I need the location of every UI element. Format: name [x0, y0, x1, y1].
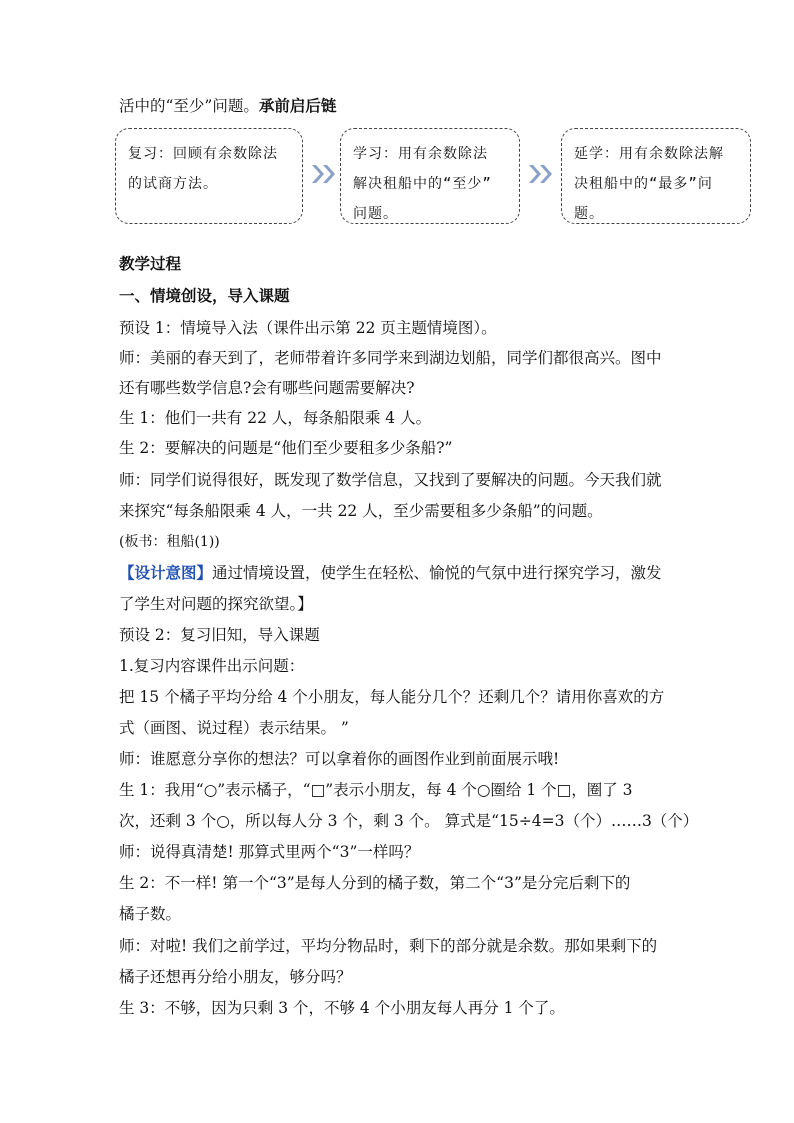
double-chevron-icon [310, 163, 340, 185]
body-line: 师：同学们说得很好，既发现了数学信息，又找到了要解决的问题。今天我们就 [119, 471, 662, 489]
body-line: 师：说得真清楚! 那算式里两个“3”一样吗？ [119, 843, 420, 861]
double-chevron-icon [527, 163, 557, 185]
chain-text: 解决租船中的“至少” [353, 176, 492, 192]
intro-line [119, 96, 336, 116]
chain-box-extend [561, 128, 751, 224]
section-title: 教学过程 [119, 254, 182, 273]
design-label: 【设计意图】 [119, 563, 213, 582]
body-line: 橘子数。 [119, 905, 182, 923]
chain-text: 题。 [574, 206, 604, 222]
body-line: 生 3：不够，因为只剩 3 个，不够 4 个小朋友每人再分 1 个了。 [119, 999, 565, 1017]
chain-text: 复习：回顾有余数除法 [128, 146, 278, 162]
chain-box-review [115, 128, 303, 224]
body-line: 式（画图、说过程）表示结果。 ” [119, 719, 349, 737]
body-line: 师：谁愿意分享你的想法？可以拿着你的画图作业到前面展示哦! [119, 750, 560, 768]
chain-text: 学习：用有余数除法 [353, 146, 488, 162]
chain-text: 延学：用有余数除法解 [574, 146, 724, 162]
intro-text: 活中的“至少”问题。 [119, 97, 259, 115]
body-line: (板书：租船(1)) [119, 534, 220, 550]
body-line: 生 2：要解决的问题是“他们至少要租多少条船?” [119, 439, 453, 457]
body-line: 1.复习内容课件出示问题： [119, 657, 305, 675]
body-line: 师：对啦! 我们之前学过，平均分物品时，剩下的部分就是余数。那如果剩下的 [119, 937, 658, 955]
body-line: 还有哪些数学信息?会有哪些问题需要解决? [119, 379, 415, 397]
chain-text: 问题。 [353, 206, 398, 222]
design-text: 通过情境设置，使学生在轻松、愉悦的气氛中进行探究学习，激发 [212, 564, 662, 582]
body-line: 预设 1：情境导入法（课件出示第 22 页主题情境图）。 [119, 319, 497, 337]
body-line: 生 1：我用“○”表示橘子，“□”表示小朋友，每 4 个○圈给 1 个□，圈了 3 [119, 781, 633, 799]
body-line: 生 1：他们一共有 22 人，每条船限乘 4 人。 [119, 409, 432, 427]
chain-box-learn [340, 128, 520, 224]
body-line: 来探究“每条船限乘 4 人，一共 22 人，至少需要租多少条船”的问题。 [119, 502, 603, 520]
body-line: 预设 2：复习旧知，导入课题 [119, 626, 320, 644]
intro-bold: 承前启后链 [258, 96, 337, 115]
design-text: 了学生对问题的探究欲望。】 [119, 595, 313, 613]
body-line: 师：美丽的春天到了，老师带着许多同学来到湖边划船，同学们都很高兴。图中 [119, 349, 662, 367]
design-intent-cont [119, 594, 313, 614]
chain-text: 决租船中的“最多”问 [574, 176, 713, 192]
body-line: 橘子还想再分给小朋友，够分吗？ [119, 968, 352, 986]
body-line: 生 2：不一样! 第一个“3”是每人分到的橘子数，第二个“3”是分完后剩下的 [119, 874, 631, 892]
design-intent [119, 563, 662, 583]
chain-text: 的试商方法。 [128, 176, 218, 192]
subsection-title: 一、情境创设，导入课题 [119, 286, 290, 305]
body-line: 把 15 个橘子平均分给 4 个小朋友，每人能分几个？还剩几个？请用你喜欢的方 [119, 688, 665, 706]
body-line: 次，还剩 3 个○，所以每人分 3 个，剩 3 个。 算式是“15÷4=3（个）……3（个） [119, 812, 699, 830]
